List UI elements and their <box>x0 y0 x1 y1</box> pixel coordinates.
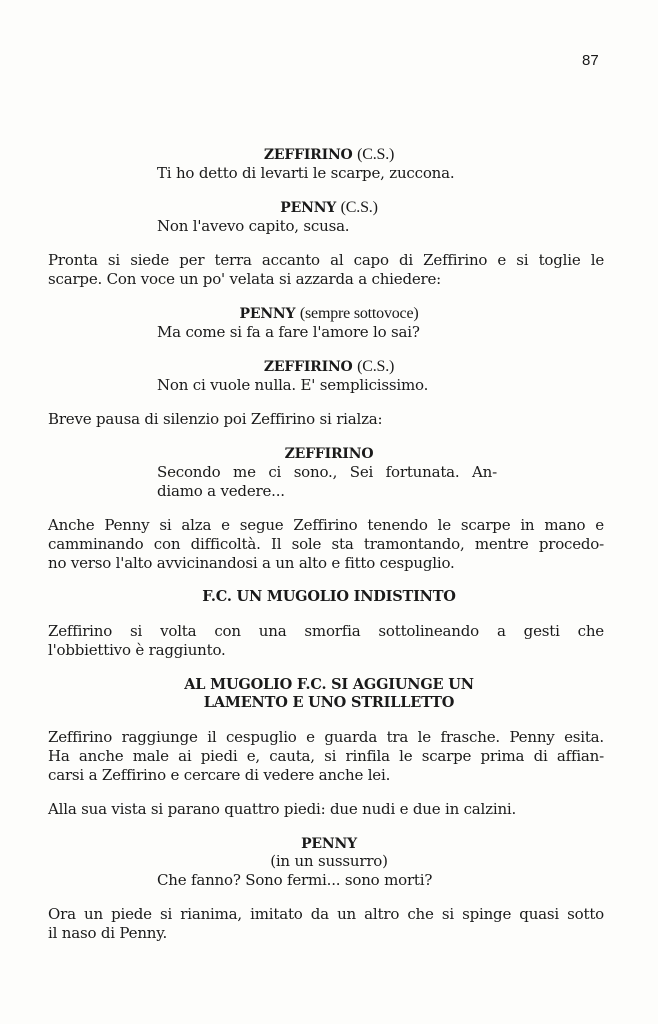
action-line: l'obbiettivo è raggiunto. <box>48 641 226 659</box>
dialogue-line: Ma come si fa a fare l'amore lo sai? <box>157 323 420 341</box>
action-line: il naso di Penny. <box>48 924 168 942</box>
character-name: PENNY <box>239 306 296 322</box>
action-line: Zeffirino si volta con una smorfia sottolineando a gesti che <box>48 622 604 640</box>
character-name: ZEFFIRINO <box>284 446 374 462</box>
character-name: ZEFFIRINO <box>263 359 353 375</box>
character-cue <box>0 198 658 218</box>
parenthetical: (C.S.) <box>357 358 395 375</box>
parenthetical: (sempre sottovoce) <box>299 305 419 322</box>
page-number: 87 <box>582 52 599 69</box>
parenthetical: (in un sussurro) <box>270 852 388 870</box>
character-cue <box>0 304 658 324</box>
parenthetical: (C.S.) <box>340 199 378 216</box>
action-line: no verso l'alto avvicinandosi a un alto e fitto cespuglio. <box>48 554 455 572</box>
action-line: Pronta si siede per terra accanto al capo di Zeffirino e si toglie le <box>48 251 604 269</box>
parenthetical: (C.S.) <box>357 146 395 163</box>
action-line: Ha anche male ai piedi e, cauta, si rinfila le scarpe prima di affian- <box>48 747 604 765</box>
character-cue <box>0 834 658 854</box>
character-name: ZEFFIRINO <box>263 147 353 163</box>
dialogue-line: Ti ho detto di levarti le scarpe, zuccona. <box>157 164 455 182</box>
sound-heading: F.C. UN MUGOLIO INDISTINTO <box>202 588 456 605</box>
sound-heading: AL MUGOLIO F.C. SI AGGIUNGE UN <box>184 676 474 693</box>
action-line: Alla sua vista si parano quattro piedi: due nudi e due in calzini. <box>48 800 517 818</box>
action-line: Breve pausa di silenzio poi Zeffirino si rialza: <box>48 410 383 428</box>
action-line: carsi a Zeffirino e cercare di vedere anche lei. <box>48 766 391 784</box>
dialogue-line: Non ci vuole nulla. E' semplicissimo. <box>157 376 429 394</box>
dialogue-line: Che fanno? Sono fermi... sono morti? <box>157 871 433 889</box>
action-line: Anche Penny si alza e segue Zeffirino tenendo le scarpe in mano e <box>48 516 604 534</box>
character-name: PENNY <box>280 200 337 216</box>
action-line: Ora un piede si rianima, imitato da un altro che si spinge quasi sotto <box>48 905 604 923</box>
sound-heading: LAMENTO E UNO STRILLETTO <box>203 694 455 711</box>
character-name: PENNY <box>301 836 357 852</box>
character-cue <box>0 357 658 377</box>
action-line: camminando con difficoltà. Il sole sta tramontando, mentre procedo- <box>48 535 604 553</box>
action-line: scarpe. Con voce un po' velata si azzarda a chiedere: <box>48 270 442 288</box>
character-cue <box>0 444 658 464</box>
dialogue-line: Non l'avevo capito, scusa. <box>157 217 350 235</box>
dialogue-line: Secondo me ci sono., Sei fortunata. An- <box>157 463 497 481</box>
action-line: Zeffirino raggiunge il cespuglio e guarda tra le frasche. Penny esita. <box>48 728 604 746</box>
character-cue <box>0 145 658 165</box>
dialogue-line: diamo a vedere... <box>157 482 285 500</box>
